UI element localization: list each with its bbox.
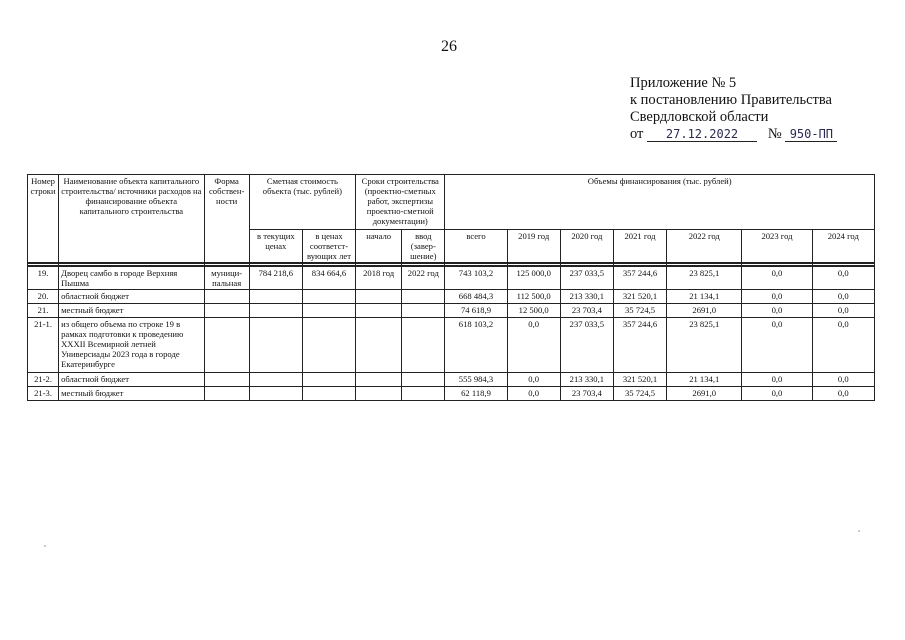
- table-row: [28, 318, 875, 373]
- header-object-name: Наименование объекта капитального строительства/ источники расходов на финансирование объекта капитального строительства: [59, 175, 204, 264]
- row-2022: 21 134,1: [667, 373, 742, 387]
- row-total: 618 103,2: [445, 318, 507, 373]
- row-2020: 213 330,1: [560, 373, 613, 387]
- row-ownership: [204, 304, 249, 318]
- row-2022: 2691,0: [667, 304, 742, 318]
- row-2022: 21 134,1: [667, 290, 742, 304]
- row-2023: 0,0: [742, 290, 812, 304]
- row-2021: 35 724,5: [613, 387, 666, 401]
- row-2022: 23 825,1: [667, 266, 742, 290]
- row-start: [356, 290, 402, 304]
- page-number: 26: [441, 38, 457, 55]
- number-label: №: [767, 126, 782, 142]
- row-finish: [402, 387, 445, 401]
- header-estimate-actual: в ценах соответст-вующих лет: [302, 230, 355, 264]
- row-total: 743 103,2: [445, 266, 507, 290]
- row-2023: 0,0: [742, 266, 812, 290]
- row-total: 555 984,3: [445, 373, 507, 387]
- row-name: местный бюджет: [59, 387, 204, 401]
- row-name: Дворец самбо в городе Верхняя Пышма: [59, 266, 204, 290]
- row-finish: [402, 304, 445, 318]
- header-ownership: Форма собствен-ности: [204, 175, 249, 264]
- row-number: 21-2.: [28, 373, 59, 387]
- table-row: [28, 266, 875, 290]
- row-estimate-actual: [302, 387, 355, 401]
- header-2022: 2022 год: [667, 230, 742, 264]
- row-name: областной бюджет: [59, 290, 204, 304]
- row-estimate-actual: [302, 373, 355, 387]
- appendix-date-line: [630, 126, 837, 143]
- row-2024: 0,0: [812, 304, 874, 318]
- row-2024: 0,0: [812, 266, 874, 290]
- row-finish: [402, 318, 445, 373]
- row-total: 62 118,9: [445, 387, 507, 401]
- header-terms: Сроки строительства (проектно-сметных работ, экспертизы проектно-сметной документации): [356, 175, 445, 230]
- header-2023: 2023 год: [742, 230, 812, 264]
- row-2024: 0,0: [812, 387, 874, 401]
- row-finish: 2022 год: [402, 266, 445, 290]
- row-start: 2018 год: [356, 266, 402, 290]
- row-2024: 0,0: [812, 318, 874, 373]
- table-header-row: [28, 175, 875, 230]
- decree-number: 950-ПП: [785, 128, 837, 142]
- header-total: всего: [445, 230, 507, 264]
- row-ownership: [204, 387, 249, 401]
- row-2021: 35 724,5: [613, 304, 666, 318]
- row-finish: [402, 373, 445, 387]
- row-total: 74 618,9: [445, 304, 507, 318]
- header-finish: ввод (завер-шение): [402, 230, 445, 264]
- row-estimate-actual: 834 664,6: [302, 266, 355, 290]
- table-row: [28, 373, 875, 387]
- financing-table: [27, 174, 875, 401]
- row-estimate-current: [249, 290, 302, 304]
- row-estimate-actual: [302, 304, 355, 318]
- row-2021: 357 244,6: [613, 266, 666, 290]
- table-row: [28, 387, 875, 401]
- header-estimate: Сметная стоимость объекта (тыс. рублей): [249, 175, 355, 230]
- row-start: [356, 387, 402, 401]
- row-2021: 321 520,1: [613, 290, 666, 304]
- appendix-region-line: Свердловской области: [630, 109, 769, 125]
- row-2019: 0,0: [507, 373, 560, 387]
- row-2023: 0,0: [742, 387, 812, 401]
- row-2024: 0,0: [812, 373, 874, 387]
- row-start: [356, 304, 402, 318]
- row-number: 21.: [28, 304, 59, 318]
- row-2019: 125 000,0: [507, 266, 560, 290]
- row-start: [356, 373, 402, 387]
- row-2024: 0,0: [812, 290, 874, 304]
- table-row: [28, 304, 875, 318]
- row-2022: 23 825,1: [667, 318, 742, 373]
- decree-date: 27.12.2022: [647, 128, 757, 142]
- header-estimate-current: в текущих ценах: [249, 230, 302, 264]
- row-estimate-current: [249, 373, 302, 387]
- row-estimate-current: [249, 318, 302, 373]
- row-estimate-current: [249, 304, 302, 318]
- row-2023: 0,0: [742, 304, 812, 318]
- row-2022: 2691,0: [667, 387, 742, 401]
- row-2020: 237 033,5: [560, 266, 613, 290]
- row-2019: 0,0: [507, 387, 560, 401]
- header-2019: 2019 год: [507, 230, 560, 264]
- row-estimate-actual: [302, 290, 355, 304]
- row-ownership: [204, 373, 249, 387]
- row-start: [356, 318, 402, 373]
- table-row: [28, 290, 875, 304]
- appendix-header: [630, 75, 837, 143]
- row-number: 19.: [28, 266, 59, 290]
- row-estimate-current: 784 218,6: [249, 266, 302, 290]
- row-name: из общего объема по строке 19 в рамках подготовки к проведению XXXII Всемирной летней Универсиады 2023 года в городе Екатеринбурге: [59, 318, 204, 373]
- row-finish: [402, 290, 445, 304]
- row-ownership: [204, 290, 249, 304]
- row-2021: 357 244,6: [613, 318, 666, 373]
- header-2020: 2020 год: [560, 230, 613, 264]
- row-number: 21-1.: [28, 318, 59, 373]
- row-2019: 12 500,0: [507, 304, 560, 318]
- row-2019: 0,0: [507, 318, 560, 373]
- row-2019: 112 500,0: [507, 290, 560, 304]
- appendix-title: Приложение № 5: [630, 75, 737, 91]
- row-number: 21-3.: [28, 387, 59, 401]
- row-2023: 0,0: [742, 318, 812, 373]
- from-label: от: [630, 126, 644, 142]
- scan-speck: [44, 545, 46, 547]
- row-name: областной бюджет: [59, 373, 204, 387]
- row-2020: 23 703,4: [560, 387, 613, 401]
- row-ownership: [204, 318, 249, 373]
- row-estimate-actual: [302, 318, 355, 373]
- row-2021: 321 520,1: [613, 373, 666, 387]
- row-number: 20.: [28, 290, 59, 304]
- header-start: начало: [356, 230, 402, 264]
- header-2024: 2024 год: [812, 230, 874, 264]
- row-2020: 237 033,5: [560, 318, 613, 373]
- row-2020: 213 330,1: [560, 290, 613, 304]
- row-2020: 23 703,4: [560, 304, 613, 318]
- appendix-decree-line: к постановлению Правительства: [630, 92, 832, 108]
- row-name: местный бюджет: [59, 304, 204, 318]
- row-estimate-current: [249, 387, 302, 401]
- row-total: 668 484,3: [445, 290, 507, 304]
- row-2023: 0,0: [742, 373, 812, 387]
- row-ownership: муници-пальная: [204, 266, 249, 290]
- header-row-number: Номер строки: [28, 175, 59, 264]
- header-financing: Объемы финансирования (тыс. рублей): [445, 175, 875, 230]
- header-2021: 2021 год: [613, 230, 666, 264]
- scan-speck: [858, 530, 860, 532]
